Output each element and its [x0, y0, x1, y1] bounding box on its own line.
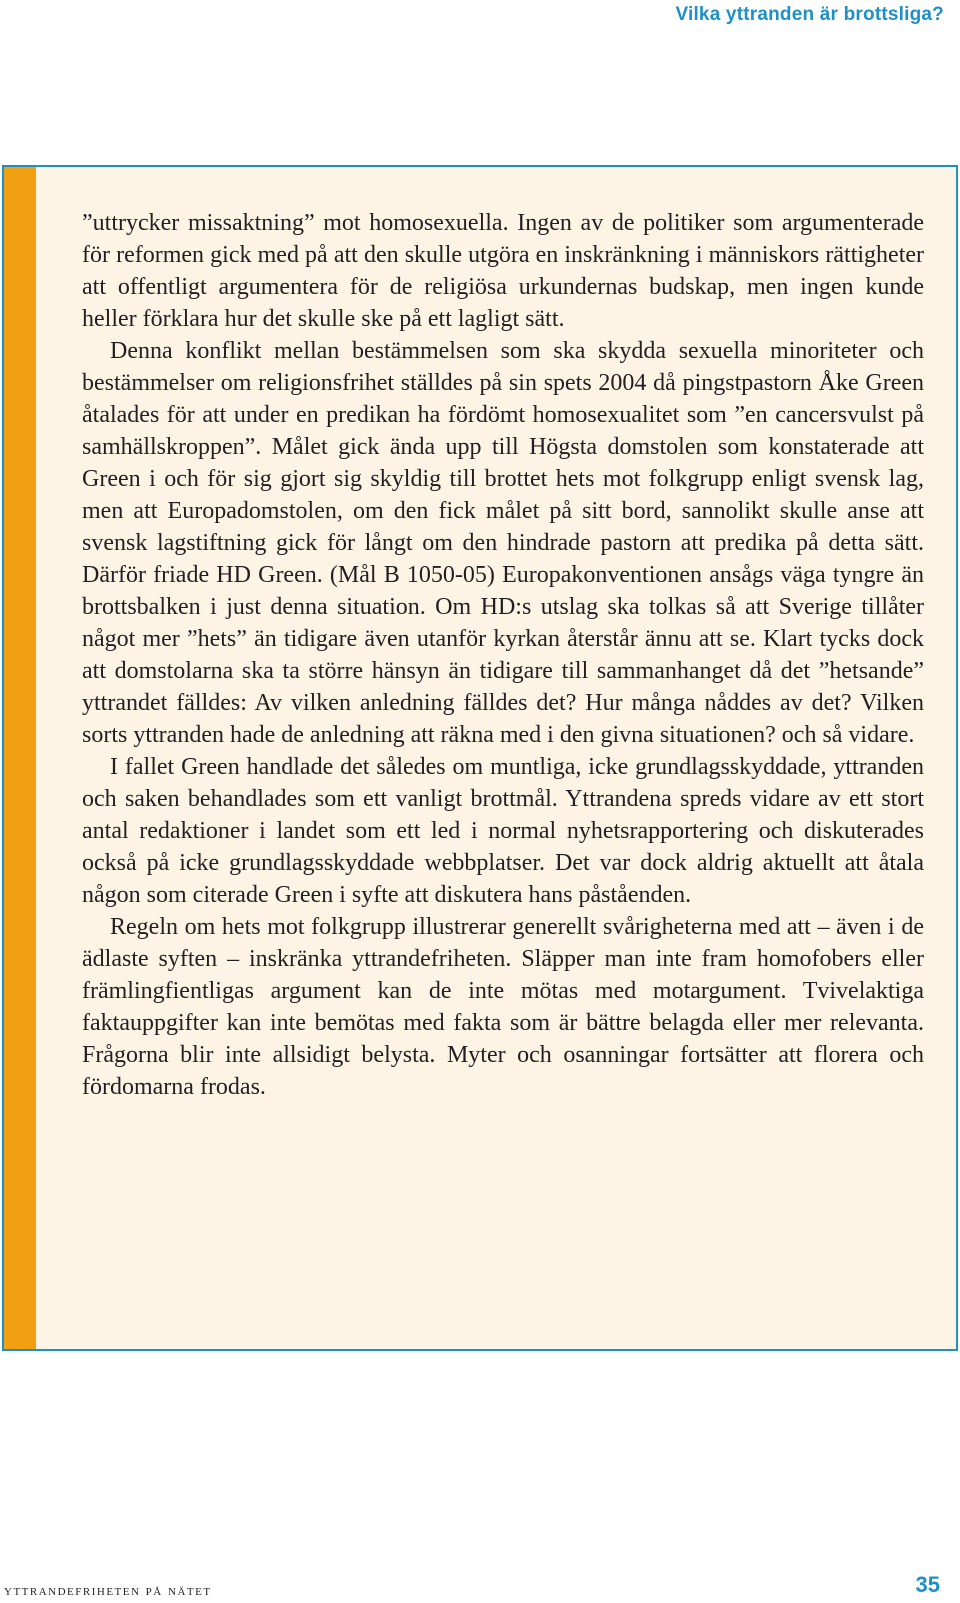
paragraph-3: I fallet Green handlade det således om muntliga, icke grundlagsskyddade, yttranden och saken behandlades som ett vanligt brottmål. Yttrandena spreds vidare av ett stort antal redaktioner i landet som ett led i normal nyhetsrapportering och diskuterades också på icke grundlagsskyddade webbplatser. Det var dock aldrig aktuellt att åtala någon som citerade Green i syfte att diskutera hans påståenden. [82, 754, 924, 908]
text-box [2, 165, 958, 1351]
accent-bar [4, 167, 36, 1349]
page-number: 35 [915, 1572, 940, 1597]
box-body [82, 207, 924, 1103]
footer-book-title: yttrandefriheten på nätet [4, 1583, 212, 1599]
paragraph-4: Regeln om hets mot folkgrupp illustrerar generellt svårigheterna med att – även i de ädlaste syften – inskränka yttrandefriheten. Släpper man inte fram homofobers eller främlingfientligas argument kan de inte mötas med motargument. Tvivelaktiga faktauppgifter kan inte bemötas med fakta som är bättre belagda eller mer relevanta. Frågorna blir inte allsidigt belysta. Myter och osanningar fortsätter att florera och fördomarna frodas. [82, 914, 924, 1100]
running-head-title: Vilka yttranden är brottsliga? [675, 4, 944, 25]
paragraph-2: Denna konflikt mellan bestämmelsen som ska skydda sexuella minoriteter och bestämmelser om religionsfrihet ställdes på sin spets 2004 då pingstpastorn Åke Green åtalades för att under en predikan ha fördömt homosexualitet som ”en cancersvulst på samhällskroppen”. Målet gick ända upp till Högsta domstolen som konstaterade att Green i och för sig gjort sig skyldig till brottet hets mot folkgrupp enligt svensk lag, men att Europadomstolen, om den fick målet på sitt bord, sannolikt skulle anse att svensk lagstiftning gick för långt om den hindrade pastorn att predika på detta sätt. Därför friade HD Green. (Mål B 1050-05) Europakonventionen ansågs väga tyngre än brottsbalken i just denna situation. Om HD:s utslag ska tolkas så att Sverige tillåter något mer ”hets” än tidigare även utanför kyrkan återstår ännu att se. Klart tycks dock att domstolarna ska ta större hänsyn än tidigare till sammanhanget då det ”hetsande” yttrandet fälldes: Av vilken anledning fälldes det? Hur många nåddes av det? Vilken sorts yttranden hade de anledning att räkna med i den givna situationen? och så vidare. [82, 338, 924, 748]
paragraph-1: ”uttrycker missaktning” mot homosexuella. Ingen av de politiker som argumenterade för reformen gick med på att den skulle utgöra en inskränkning i människors rättigheter att offentligt argumentera för de religiösa urkundernas budskap, men ingen kunde heller förklara hur det skulle ske på ett lagligt sätt. [82, 210, 924, 332]
